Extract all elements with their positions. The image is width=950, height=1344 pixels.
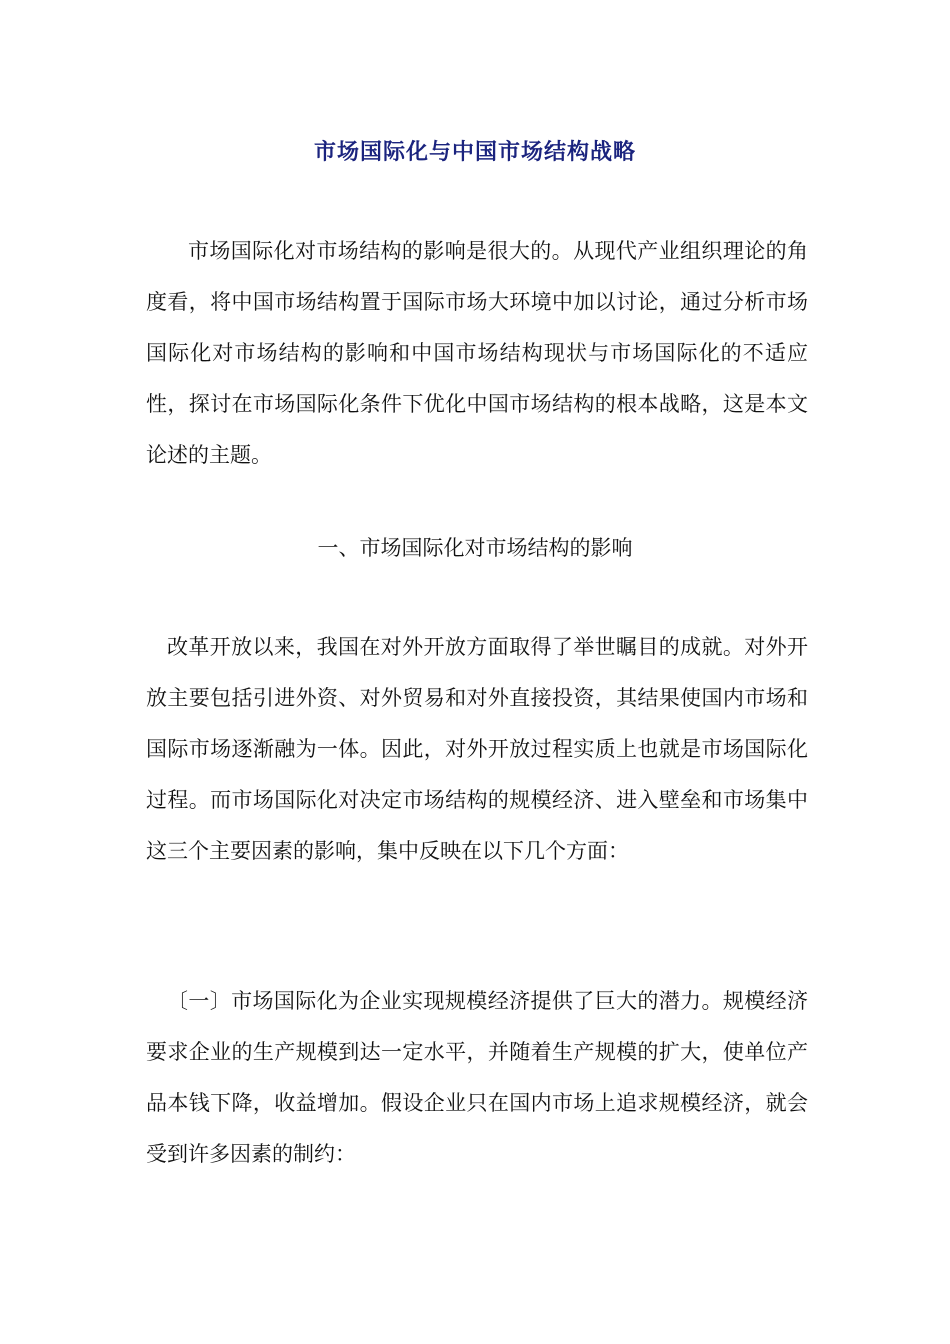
- intro-paragraph: 市场国际化对市场结构的影响是很大的。从现代产业组织理论的角度看，将中国市场结构置于国际市场大环境中加以讨论，通过分析市场国际化对市场结构的影响和中国市场结构现状与市场国际化的不适应性，探讨在市场国际化条件下优化中国市场结构的根本战略，这是本文论述的主题。: [146, 239, 808, 467]
- document-title: 市场国际化与中国市场结构战略: [313, 139, 636, 165]
- body-paragraph-2: 〔一〕市场国际化为企业实现规模经济提供了巨大的潜力。规模经济要求企业的生产规模到达一定水平，并随着生产规模的扩大，使单位产品本钱下降，收益增加。假设企业只在国内市场上追求规模经济，就会受到许多因素的制约：: [146, 989, 808, 1166]
- body-paragraph-1: 改革开放以来，我国在对外开放方面取得了举世瞩目的成就。对外开放主要包括引进外资、对外贸易和对外直接投资，其结果使国内市场和国际市场逐渐融为一体。因此，对外开放过程实质上也就是市场国际化过程。而市场国际化对决定市场结构的规模经济、进入壁垒和市场集中这三个主要因素的影响，集中反映在以下几个方面：: [146, 635, 808, 863]
- section-heading: 一、市场国际化对市场结构的影响: [317, 536, 633, 560]
